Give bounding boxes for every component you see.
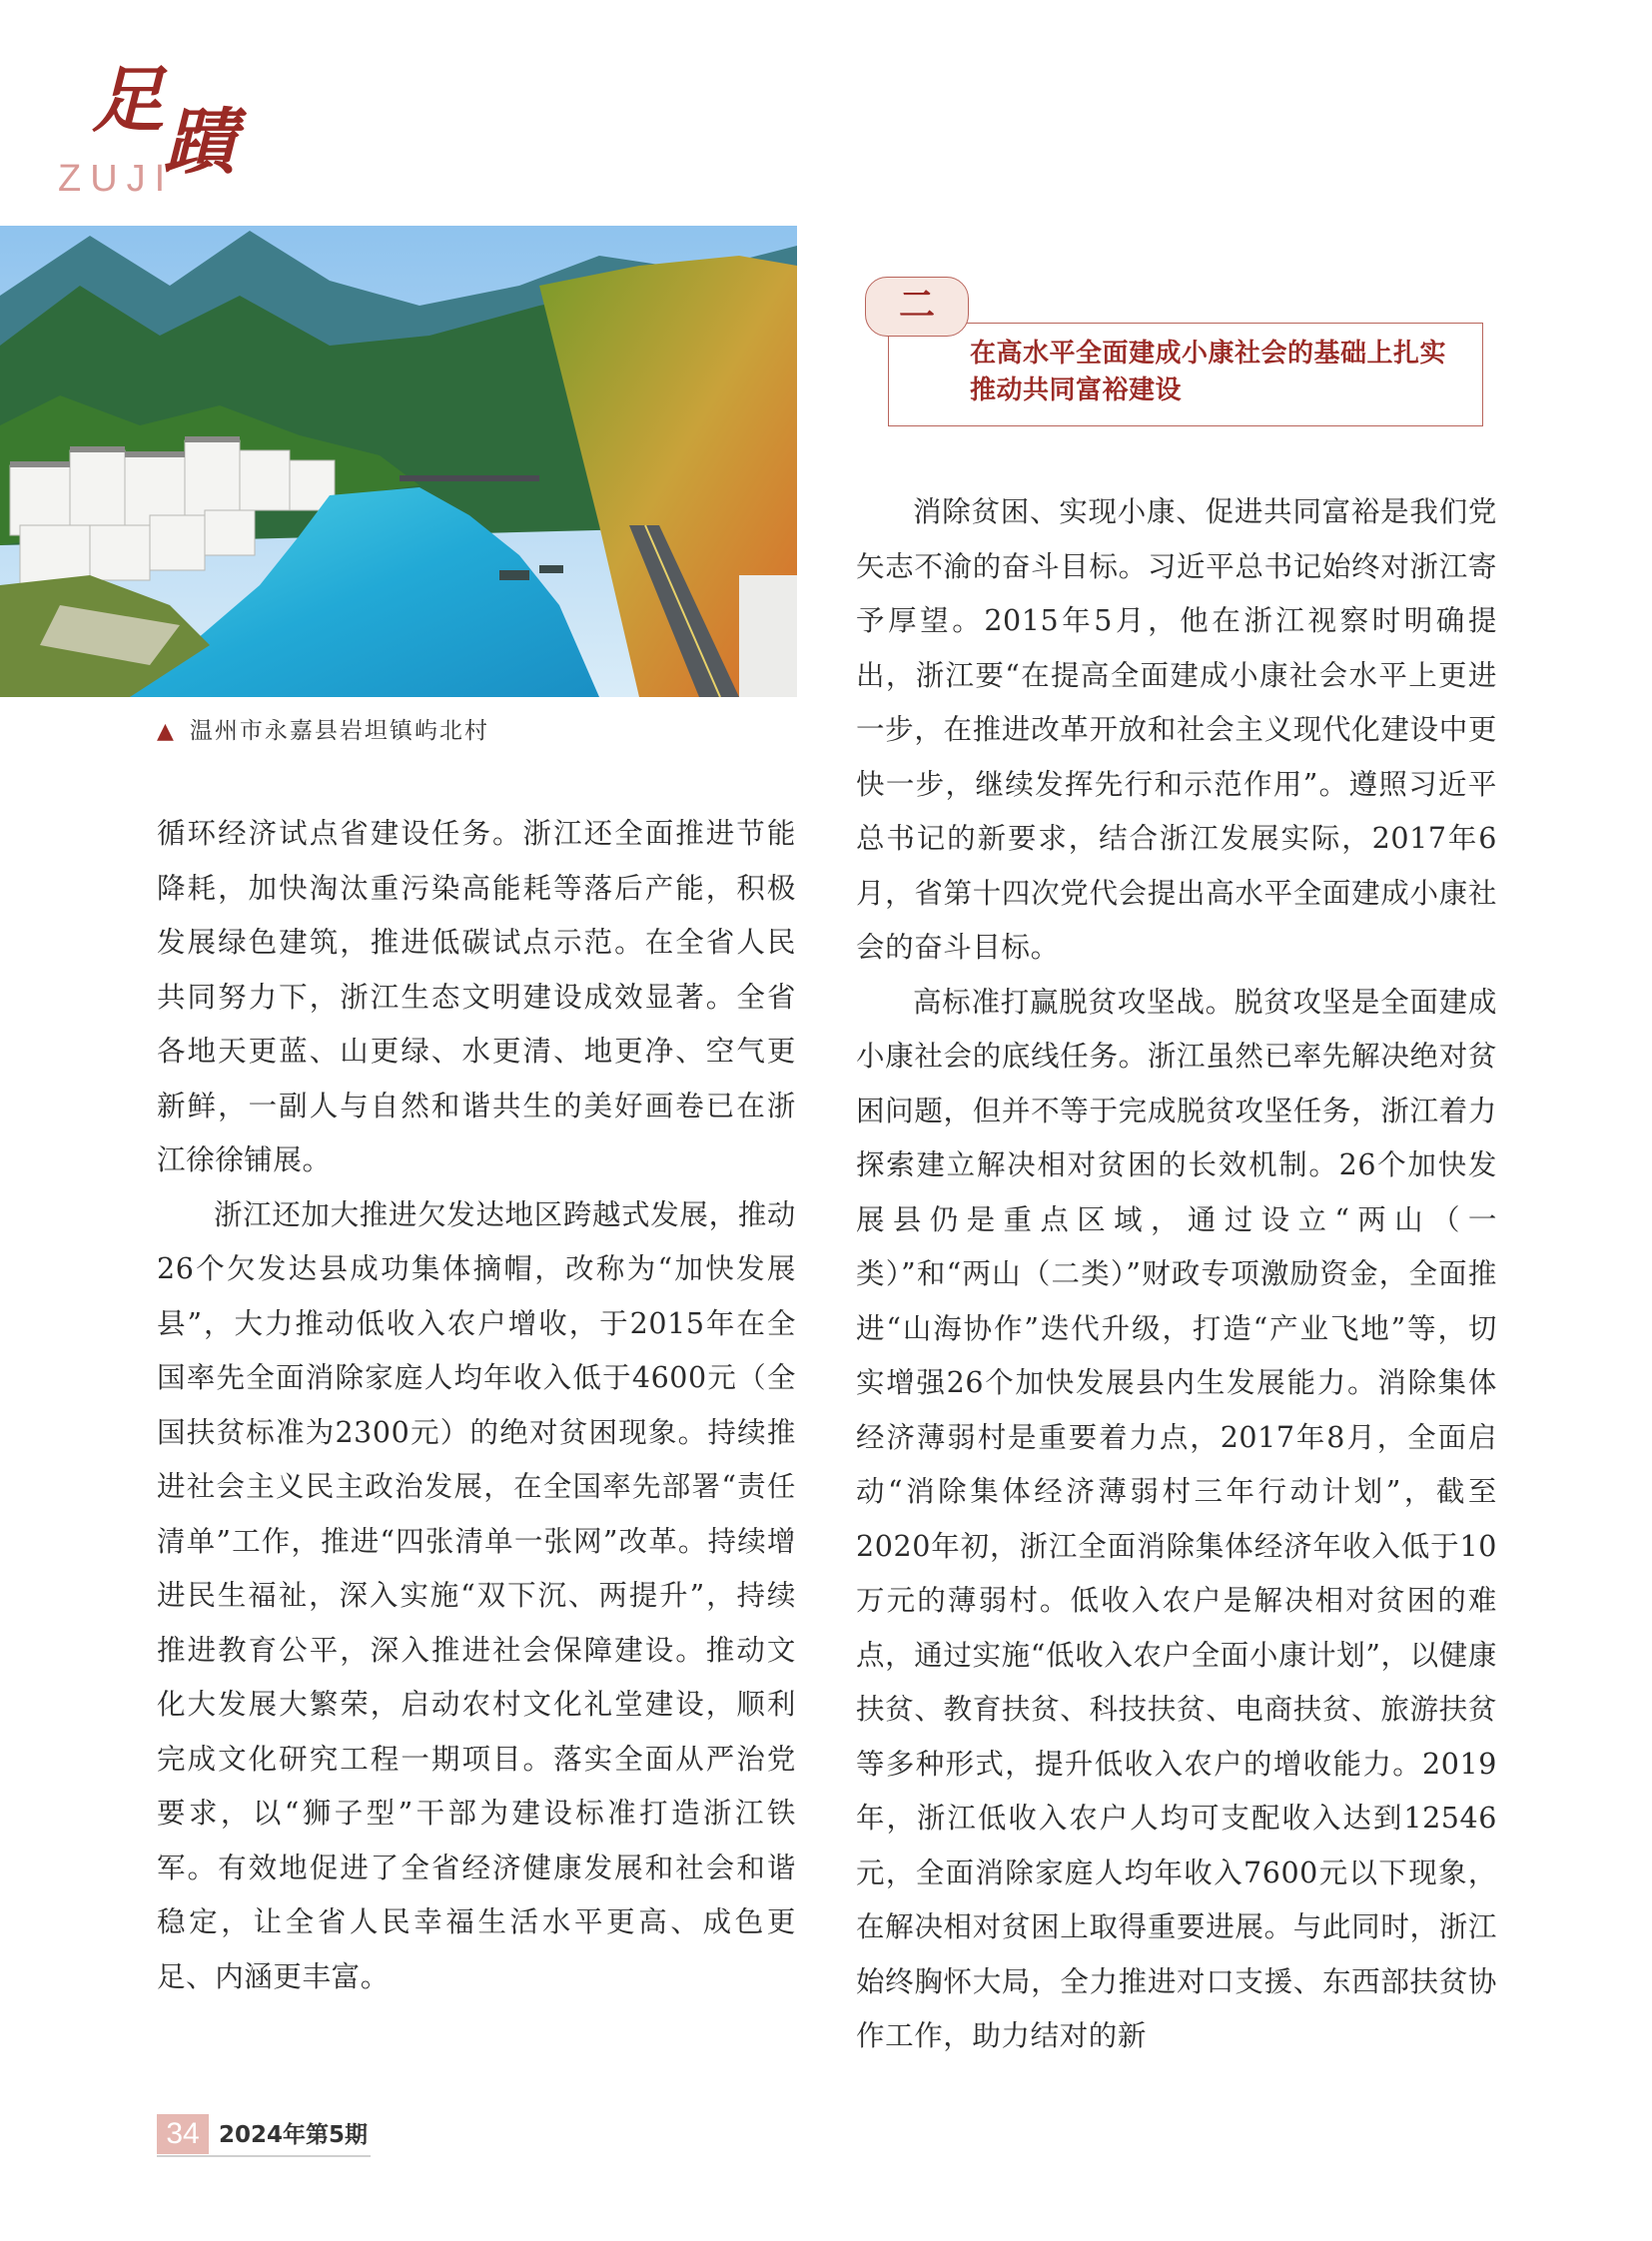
- triangle-marker-icon: ▲: [157, 719, 176, 744]
- river-village-photo: [0, 226, 797, 697]
- right-paragraph-1: 消除贫困、实现小康、促进共同富裕是我们党矢志不渝的奋斗目标。习近平总书记始终对浙江寄予厚望。2015年5月，他在浙江视察时明确提出，浙江要“在提高全面建成小康社会水平上更进一步，在推进改革开放和社会主义现代化建设中更快一步，继续发挥先行和示范作用”。遵照习近平总书记的新要求，结合浙江发展实际，2017年6月，省第十四次党代会提出高水平全面建成小康社会的奋斗目标。: [856, 495, 1497, 964]
- section-title: 在高水平全面建成小康社会的基础上扎实推动共同富裕建设: [970, 339, 1447, 405]
- section-number-badge: 二: [865, 277, 969, 337]
- left-column: [157, 807, 796, 2004]
- right-column: [856, 485, 1497, 2064]
- masthead-char-2: 蹟: [164, 99, 241, 184]
- left-paragraph-1: 循环经济试点省建设任务。浙江还全面推进节能降耗，加快淘汰重污染高能耗等落后产能，积极发展绿色建筑，推进低碳试点示范。在全省人民共同努力下，浙江生态文明建设成效显著。全省各地天更蓝、山更绿、水更清、地更净、空气更新鲜，一副人与自然和谐共生的美好画卷已在浙江徐徐铺展。: [157, 817, 796, 1176]
- masthead-subtitle: ZUJI: [58, 158, 175, 200]
- footer-divider: [157, 2155, 371, 2157]
- masthead-char-1: 足: [92, 57, 169, 142]
- left-paragraph-2: 浙江还加大推进欠发达地区跨越式发展，推动26个欠发达县成功集体摘帽，改称为“加快发展县”，大力推动低收入农户增收，于2015年在全国率先全面消除家庭人均年收入低于4600元（全国扶贫标准为2300元）的绝对贫困现象。持续推进社会主义民主政治发展，在全国率先部署“责任清单”工作，推进“四张清单一张网”改革。持续增进民生福祉，深入实施“双下沉、两提升”，持续推进教育公平，深入推进社会保障建设。推动文化大发展大繁荣，启动农村文化礼堂建设，顺利完成文化研究工程一期项目。落实全面从严治党要求，以“狮子型”干部为建设标准打造浙江铁军。有效地促进了全省经济健康发展和社会和谐稳定，让全省人民幸福生活水平更高、成色更足、内涵更丰富。: [157, 1197, 796, 1993]
- masthead-logo: [92, 57, 241, 184]
- right-paragraph-2: 高标准打赢脱贫攻坚战。脱贫攻坚是全面建成小康社会的底线任务。浙江虽然已率先解决绝对贫困问题，但并不等于完成脱贫攻坚任务，浙江着力探索建立解决相对贫困的长效机制。26个加快发展县仍是重点区域，通过设立“两山（一类）”和“两山（二类）”财政专项激励资金，全面推进“山海协作”迭代升级，打造“产业飞地”等，切实增强26个加快发展县内生发展能力。消除集体经济薄弱村是重要着力点，2017年8月，全面启动“消除集体经济薄弱村三年行动计划”，截至2020年初，浙江全面消除集体经济年收入低于10万元的薄弱村。低收入农户是解决相对贫困的难点，通过实施“低收入农户全面小康计划”，以健康扶贫、教育扶贫、科技扶贫、电商扶贫、旅游扶贫等多种形式，提升低收入农户的增收能力。2019年，浙江低收入农户人均可支配收入达到12546元，全面消除家庭人均年收入7600元以下现象，在解决相对贫困上取得重要进展。与此同时，浙江始终胸怀大局，全力推进对口支援、东西部扶贫协作工作，助力结对的新: [856, 985, 1497, 2052]
- photo-caption-text: 温州市永嘉县岩坦镇屿北村: [189, 718, 489, 744]
- page-number: 34: [157, 2114, 209, 2154]
- photo-caption: [157, 712, 489, 745]
- issue-label: 2024年第5期: [219, 2122, 369, 2148]
